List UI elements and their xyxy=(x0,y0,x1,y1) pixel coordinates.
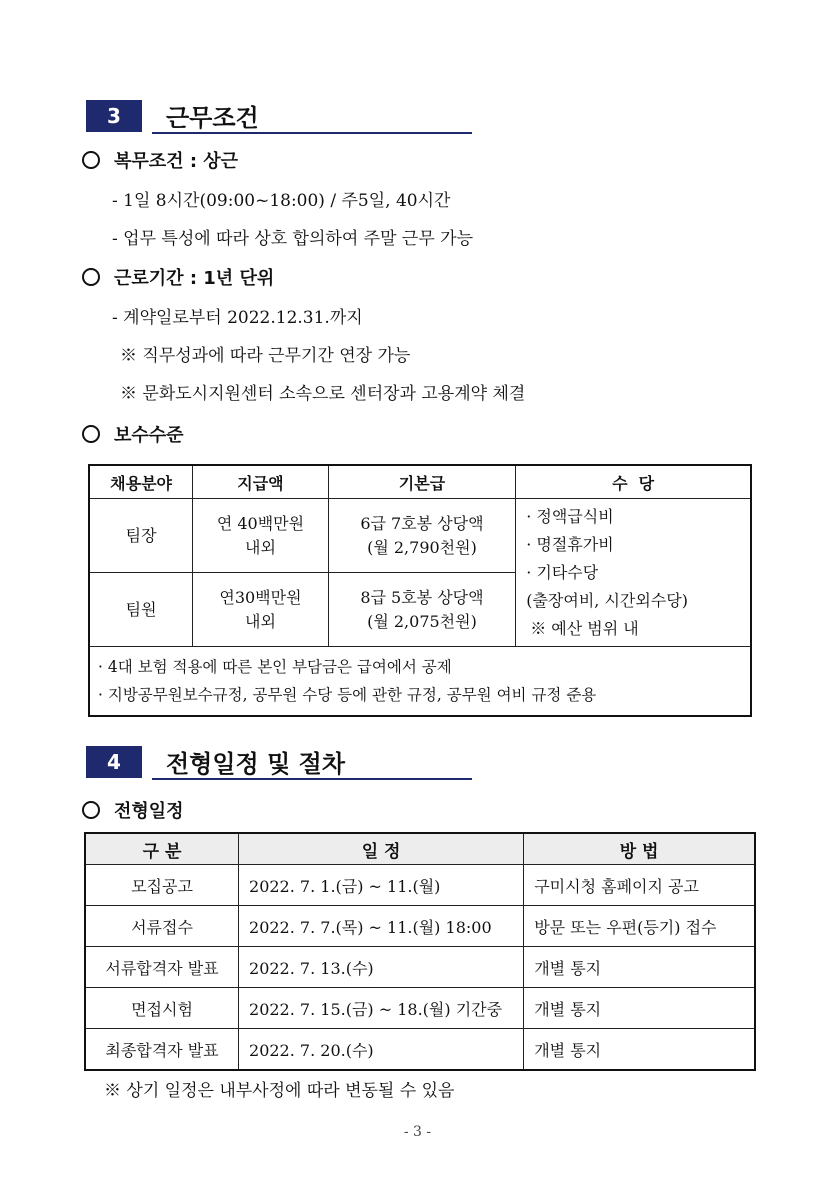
table-row xyxy=(85,906,755,947)
section-3-underline xyxy=(152,132,472,134)
date-cell: 2022. 7. 1.(금) ~ 11.(월) xyxy=(239,865,524,906)
circle-bullet-icon xyxy=(82,151,100,169)
table-row xyxy=(85,1029,755,1071)
pay-heading: 보수수준 xyxy=(82,421,184,447)
method-cell: 개별 통지 xyxy=(524,1029,755,1071)
table-row xyxy=(85,947,755,988)
extension-note: ※ 직무성과에 따라 근무기간 연장 가능 xyxy=(120,346,411,366)
table-row xyxy=(85,988,755,1029)
category-cell: 서류접수 xyxy=(85,906,239,947)
contract-end-item: - 계약일로부터 2022.12.31.까지 xyxy=(112,308,363,328)
field-cell: 팀장 xyxy=(89,499,193,573)
header-base: 기본급 xyxy=(328,465,515,499)
circle-bullet-icon xyxy=(82,801,100,819)
method-cell: 방문 또는 우편(등기) 접수 xyxy=(524,906,755,947)
schedule-table-header xyxy=(85,833,755,865)
amount-cell: 연 40백만원 내외 xyxy=(193,499,329,573)
date-cell: 2022. 7. 13.(수) xyxy=(239,947,524,988)
employment-contract-note: ※ 문화도시지원센터 소속으로 센터장과 고용계약 체결 xyxy=(120,384,526,404)
allowance-cell: · 정액급식비 · 명절휴가비 · 기타수당 (출장여비, 시간외수당) ※ 예산 범위 내 xyxy=(516,499,751,647)
category-cell: 면접시험 xyxy=(85,988,239,1029)
category-cell: 서류합격자 발표 xyxy=(85,947,239,988)
circle-bullet-icon xyxy=(82,268,100,286)
pay-table-header xyxy=(89,465,751,499)
header-method: 방 법 xyxy=(524,833,755,865)
method-cell: 개별 통지 xyxy=(524,988,755,1029)
section-4-underline xyxy=(152,778,472,780)
work-hours-item: - 1일 8시간(09:00~18:00) / 주5일, 40시간 xyxy=(112,191,451,211)
method-cell: 개별 통지 xyxy=(524,947,755,988)
date-cell: 2022. 7. 7.(목) ~ 11.(월) 18:00 xyxy=(239,906,524,947)
contract-period-heading: 근로기간 : 1년 단위 xyxy=(82,264,274,290)
header-category: 구 분 xyxy=(85,833,239,865)
page-number: - 3 - xyxy=(403,1124,432,1140)
field-cell: 팀원 xyxy=(89,573,193,647)
section-3-title: 근무조건 xyxy=(166,104,259,132)
method-cell: 구미시청 홈페이지 공고 xyxy=(524,865,755,906)
table-row xyxy=(85,865,755,906)
schedule-footnote: ※ 상기 일정은 내부사정에 따라 변동될 수 있음 xyxy=(104,1081,455,1101)
schedule-table xyxy=(84,832,756,1071)
header-amount: 지급액 xyxy=(193,465,329,499)
section-3-header xyxy=(86,100,476,140)
header-allowance: 수 당 xyxy=(516,465,751,499)
base-cell: 8급 5호봉 상당액 (월 2,075천원) xyxy=(328,573,515,647)
schedule-heading: 전형일정 xyxy=(82,797,184,823)
weekend-work-item: - 업무 특성에 따라 상호 합의하여 주말 근무 가능 xyxy=(112,229,473,249)
base-cell: 6급 7호봉 상당액 (월 2,790천원) xyxy=(328,499,515,573)
header-date: 일 정 xyxy=(239,833,524,865)
header-field: 채용분야 xyxy=(89,465,193,499)
category-cell: 모집공고 xyxy=(85,865,239,906)
section-4-number: 4 xyxy=(86,746,142,778)
date-cell: 2022. 7. 15.(금) ~ 18.(월) 기간중 xyxy=(239,988,524,1029)
pay-table xyxy=(88,464,752,717)
circle-bullet-icon xyxy=(82,425,100,443)
section-4-header xyxy=(86,746,476,786)
pay-notes-row xyxy=(89,647,751,717)
category-cell: 최종합격자 발표 xyxy=(85,1029,239,1071)
work-condition-heading: 복무조건 : 상근 xyxy=(82,147,238,173)
section-3-number: 3 xyxy=(86,100,142,132)
pay-notes-cell: · 4대 보험 적용에 따른 본인 부담금은 급여에서 공제 · 지방공무원보수규정, 공무원 수당 등에 관한 규정, 공무원 여비 규정 준용 xyxy=(89,647,751,717)
table-row xyxy=(89,499,751,573)
section-4-title: 전형일정 및 절차 xyxy=(166,750,345,778)
date-cell: 2022. 7. 20.(수) xyxy=(239,1029,524,1071)
amount-cell: 연30백만원 내외 xyxy=(193,573,329,647)
